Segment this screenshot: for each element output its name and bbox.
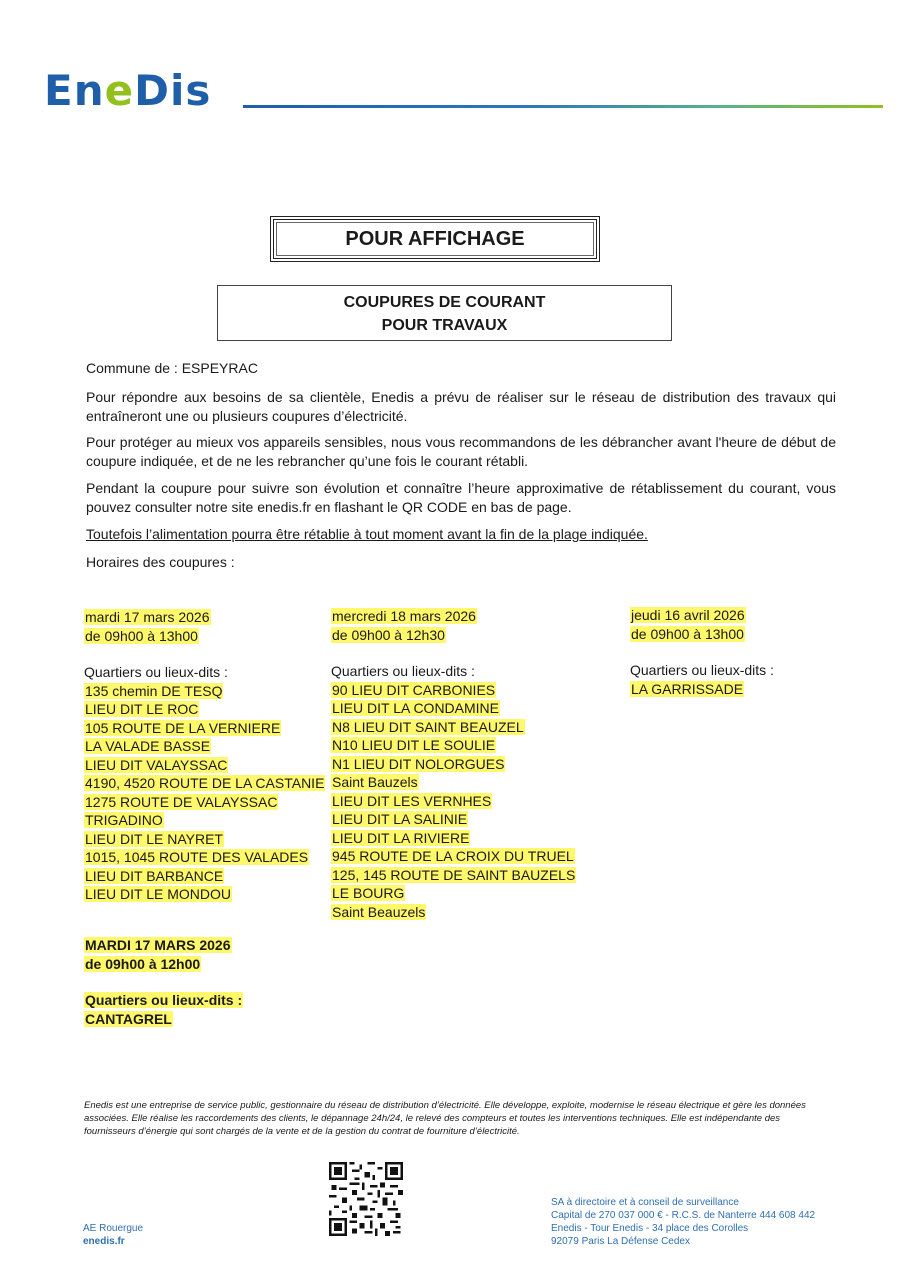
outage-3-label: Quartiers ou lieux-dits : bbox=[630, 662, 774, 678]
outage-4-time: de 09h00 à 12h00 bbox=[85, 955, 201, 972]
place-item: Saint Beauzels bbox=[332, 903, 426, 920]
address-line: SA à directoire et à conseil de surveillance bbox=[551, 1197, 739, 1208]
paragraph-1: Pour répondre aux besoins de sa clientèle, Enedis a prévu de réaliser sur le réseau de distribution des travaux qui entraîneront une ou plusieurs coupures d’électricité. bbox=[86, 389, 836, 424]
place-item: 945 ROUTE DE LA CROIX DU TRUEL bbox=[332, 848, 574, 864]
enedis-logo bbox=[44, 66, 211, 116]
paragraph-4 bbox=[86, 525, 836, 544]
place-item: 90 LIEU DIT CARBONIES bbox=[332, 681, 496, 698]
place-item: LIEU DIT BARBANCE bbox=[85, 867, 224, 884]
place-item: 4190, 4520 ROUTE DE LA CASTANIE bbox=[85, 775, 325, 791]
place-item: LIEU DIT LE NAYRET bbox=[85, 830, 223, 847]
place-item: Saint Bauzels bbox=[332, 774, 418, 790]
paragraph-3: Pendant la coupure pour suivre son évolution et connaître l’heure approximative de rétablissement du courant, vous pouvez consulter notre site enedis.fr en flashant le QR CODE en bas de page. bbox=[86, 480, 836, 515]
place-item: 135 chemin DE TESQ bbox=[85, 682, 223, 699]
place-item: LIEU DIT LE ROC bbox=[85, 701, 199, 717]
paragraph-4-text: Toutefois l’alimentation pourra être rétablie à tout moment avant la fin de la plage indiquée. bbox=[86, 526, 648, 542]
logo-part-3: Dis bbox=[134, 66, 212, 115]
address-line: Capital de 270 037 000 € - R.C.S. de Nanterre 444 608 442 bbox=[551, 1210, 816, 1221]
place-item: LIEU DIT LES VERNHES bbox=[332, 792, 492, 809]
outage-1-date: mardi 17 mars 2026 bbox=[85, 609, 210, 625]
place-item: LIEU DIT LA CONDAMINE bbox=[332, 700, 500, 716]
subtitle-line-2: POUR TRAVAUX bbox=[381, 317, 508, 334]
outage-3-date: jeudi 16 avril 2026 bbox=[631, 607, 745, 623]
place-item: LIEU DIT LA RIVIERE bbox=[332, 829, 470, 846]
subtitle-box bbox=[217, 285, 672, 341]
place-item: LA GARRISSADE bbox=[631, 680, 744, 697]
place-item: LE BOURG bbox=[332, 885, 405, 901]
place-item: 105 ROUTE DE LA VERNIERE bbox=[85, 719, 281, 736]
outage-3-time: de 09h00 à 13h00 bbox=[631, 625, 744, 642]
paragraph-2: Pour protéger au mieux vos appareils sensibles, nous vous recommandons de les débrancher avant l'heure de début de coupure indiquée, et de ne les rebrancher qu’une fois le courant rétabli. bbox=[86, 434, 836, 469]
place-item: LIEU DIT VALAYSSAC bbox=[85, 756, 228, 773]
place-item: LIEU DIT LA SALINIE bbox=[332, 811, 468, 827]
outage-block-4 bbox=[84, 936, 243, 1028]
place-item: 1275 ROUTE DE VALAYSSAC bbox=[85, 793, 278, 810]
outage-block-2 bbox=[331, 607, 576, 921]
place-item: N10 LIEU DIT LE SOULIE bbox=[332, 737, 496, 753]
ae-label: AE Rouergue bbox=[83, 1223, 144, 1234]
logo-part-2: e bbox=[104, 66, 135, 115]
website-link[interactable]: enedis.fr bbox=[83, 1236, 125, 1247]
outage-block-3 bbox=[630, 606, 774, 698]
outage-2-label: Quartiers ou lieux-dits : bbox=[331, 663, 475, 679]
title-box: POUR AFFICHAGE bbox=[270, 216, 600, 262]
commune-line: Commune de : ESPEYRAC bbox=[86, 360, 258, 376]
place-item: LIEU DIT LE MONDOU bbox=[85, 886, 231, 902]
logo-underline bbox=[243, 105, 883, 108]
address-line: Enedis - Tour Enedis - 34 place des Corolles bbox=[551, 1223, 749, 1234]
outage-2-time: de 09h00 à 12h30 bbox=[332, 626, 445, 643]
outage-4-label: Quartiers ou lieux-dits : bbox=[85, 992, 243, 1008]
paragraph-5: Horaires des coupures : bbox=[86, 554, 235, 570]
place-item: TRIGADINO bbox=[85, 812, 163, 828]
outage-2-date: mercredi 18 mars 2026 bbox=[332, 608, 476, 624]
qr-code-icon[interactable] bbox=[329, 1162, 403, 1236]
place-item: 125, 145 ROUTE DE SAINT BAUZELS bbox=[332, 866, 576, 883]
place-item: LA VALADE BASSE bbox=[85, 738, 211, 754]
outage-block-1 bbox=[84, 608, 325, 904]
outage-4-date: MARDI 17 MARS 2026 bbox=[85, 937, 231, 953]
place-item: N8 LIEU DIT SAINT BEAUZEL bbox=[332, 718, 524, 735]
place-item: N1 LIEU DIT NOLORGUES bbox=[332, 755, 505, 772]
subtitle-line-1: COUPURES DE COURANT bbox=[343, 294, 546, 311]
outage-1-time: de 09h00 à 13h00 bbox=[85, 627, 198, 644]
company-description: Enedis est une entreprise de service public, gestionnaire du réseau de distribution d’électricité. Elle développe, exploite, modernise le réseau électrique et gère les données associées. Elle réalise les raccordements des clients, le dépannage 24h/24, le relevé des compteurs et toutes les interventions techniques. Elle est indépendante des fournisseurs d’énergie qui sont chargés de la vente et de la gestion du contrat de fourniture d’électricité. bbox=[84, 1100, 806, 1137]
address-line: 92079 Paris La Défense Cedex bbox=[551, 1236, 690, 1247]
footer-left bbox=[83, 1222, 143, 1248]
footer-address bbox=[551, 1196, 815, 1248]
logo-part-1: En bbox=[44, 66, 105, 115]
place-item: 1015, 1045 ROUTE DES VALADES bbox=[85, 849, 309, 865]
outage-1-label: Quartiers ou lieux-dits : bbox=[84, 664, 228, 680]
place-item: CANTAGREL bbox=[85, 1010, 172, 1027]
